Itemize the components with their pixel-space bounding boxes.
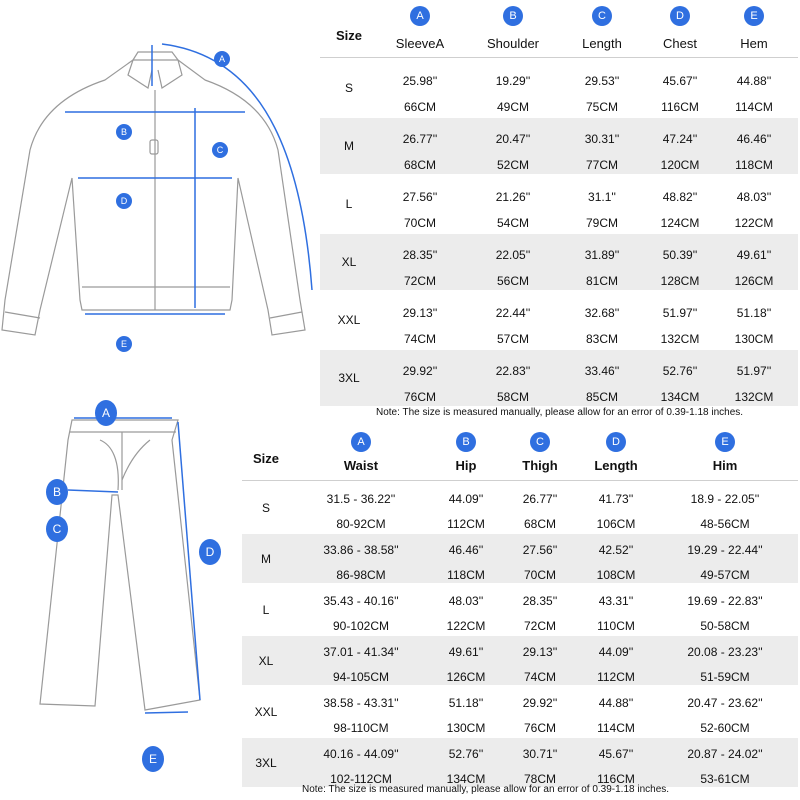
pants-cm-cell: 74CM — [523, 670, 556, 684]
pants-inch-cell: 43.31'' — [598, 594, 634, 608]
jacket-inch-cell: 29.13'' — [402, 306, 438, 320]
pants-header-divider — [242, 480, 798, 481]
jacket-inch-cell: 45.67'' — [662, 74, 698, 88]
pants-inch-cell: 37.01 - 41.34'' — [323, 645, 399, 659]
jacket-note: Note: The size is measured manually, please allow for an error of 0.39-1.18 inches. — [376, 407, 744, 418]
pants-col-badge-d: D — [606, 432, 626, 452]
jacket-cm-cell: 77CM — [585, 158, 618, 172]
jacket-inch-cell: 25.98'' — [402, 74, 438, 88]
pants-cm-cell: 98-110CM — [333, 721, 389, 735]
pants-cm-cell: 78CM — [523, 772, 556, 786]
pants-col-badge-b: B — [456, 432, 476, 452]
pants-col-badge-e: E — [715, 432, 735, 452]
jacket-inch-cell: 46.46'' — [736, 132, 772, 146]
pants-cm-cell: 49-57CM — [700, 568, 750, 582]
jacket-col-header: Length — [582, 36, 622, 51]
pants-inch-cell: 52.76'' — [448, 747, 484, 761]
jacket-size-cell: L — [345, 197, 353, 211]
pants-cm-cell: 72CM — [523, 619, 556, 633]
pants-inch-cell: 51.18'' — [448, 696, 484, 710]
jacket-inch-cell: 27.56'' — [402, 190, 438, 204]
pants-inch-cell: 29.13'' — [522, 645, 558, 659]
pants-size-cell: L — [262, 602, 270, 617]
jacket-col-badge-c: C — [592, 6, 612, 26]
jacket-inch-cell: 48.03'' — [736, 190, 772, 204]
jacket-diagram-label-e: E — [116, 336, 132, 352]
pants-cm-cell: 76CM — [523, 721, 556, 735]
pants-cm-cell: 48-56CM — [700, 517, 750, 531]
pants-inch-cell: 31.5 - 36.22'' — [326, 492, 396, 506]
jacket-col-header: Shoulder — [486, 36, 540, 51]
pants-cm-cell: 126CM — [446, 670, 486, 684]
pants-inch-cell: 42.52'' — [598, 543, 634, 557]
pants-cm-cell: 106CM — [596, 517, 636, 531]
pants-cm-cell: 110CM — [597, 619, 635, 633]
jacket-cm-cell: 130CM — [734, 332, 774, 346]
pants-inch-cell: 48.03'' — [448, 594, 484, 608]
jacket-cm-cell: 49CM — [496, 100, 529, 114]
pants-cm-cell: 94-105CM — [332, 670, 390, 684]
pants-diagram-label-b: B — [46, 479, 68, 505]
pants-diagram-label-c: C — [46, 516, 68, 542]
pants-cm-cell: 50-58CM — [700, 619, 750, 633]
pants-cm-cell: 80-92CM — [336, 517, 386, 531]
jacket-col-header: SleeveA — [395, 36, 445, 51]
pants-size-cell: 3XL — [255, 755, 277, 770]
jacket-inch-cell: 29.53'' — [584, 74, 620, 88]
jacket-inch-cell: 26.77'' — [402, 132, 438, 146]
jacket-size-header: Size — [335, 28, 362, 43]
pants-size-cell: XXL — [254, 704, 278, 719]
pants-cm-cell: 108CM — [596, 568, 636, 582]
jacket-cm-cell: 134CM — [660, 390, 700, 404]
jacket-cm-cell: 128CM — [660, 274, 700, 288]
jacket-diagram-label-b: B — [116, 124, 132, 140]
pants-cm-cell: 51-59CM — [700, 670, 750, 684]
pants-inch-cell: 41.73'' — [598, 492, 634, 506]
jacket-inch-cell: 52.76'' — [662, 364, 698, 378]
pants-inch-cell: 40.16 - 44.09'' — [323, 747, 399, 761]
pants-col-header: Thigh — [522, 458, 558, 473]
pants-col-header: Length — [594, 458, 638, 473]
jacket-cm-cell: 56CM — [496, 274, 529, 288]
jacket-inch-cell: 47.24'' — [662, 132, 698, 146]
pants-inch-cell: 27.56'' — [522, 543, 558, 557]
pants-cm-cell: 114CM — [597, 721, 635, 735]
pants-col-header: Waist — [343, 458, 379, 473]
pants-inch-cell: 44.09'' — [448, 492, 484, 506]
jacket-inch-cell: 31.89'' — [584, 248, 620, 262]
pants-size-header: Size — [252, 451, 279, 466]
jacket-cm-cell: 85CM — [585, 390, 618, 404]
jacket-size-cell: XL — [341, 255, 357, 269]
jacket-cm-cell: 118CM — [735, 158, 773, 172]
jacket-cm-cell: 54CM — [496, 216, 529, 230]
pants-cm-cell: 130CM — [446, 721, 486, 735]
jacket-cm-cell: 58CM — [496, 390, 529, 404]
pants-col-badge-a: A — [351, 432, 371, 452]
pants-inch-cell: 30.71'' — [522, 747, 558, 761]
jacket-inch-cell: 49.61'' — [736, 248, 772, 262]
jacket-cm-cell: 114CM — [735, 100, 773, 114]
pants-cm-cell: 90-102CM — [332, 619, 390, 633]
pants-cm-cell: 116CM — [597, 772, 635, 786]
jacket-cm-cell: 120CM — [660, 158, 700, 172]
jacket-cm-cell: 79CM — [585, 216, 618, 230]
jacket-cm-cell: 122CM — [734, 216, 774, 230]
jacket-inch-cell: 22.05'' — [495, 248, 531, 262]
pants-cm-cell: 134CM — [446, 772, 486, 786]
jacket-col-badge-b: B — [503, 6, 523, 26]
jacket-header-divider — [320, 57, 798, 58]
pants-col-header: Him — [712, 458, 738, 473]
pants-inch-cell: 44.88'' — [598, 696, 634, 710]
jacket-inch-cell: 19.29'' — [495, 74, 531, 88]
jacket-cm-cell: 126CM — [734, 274, 774, 288]
jacket-inch-cell: 31.1'' — [588, 190, 616, 204]
pants-inch-cell: 38.58 - 43.31'' — [323, 696, 399, 710]
jacket-inch-cell: 32.68'' — [584, 306, 620, 320]
pants-cm-cell: 112CM — [597, 670, 635, 684]
jacket-inch-cell: 22.83'' — [495, 364, 531, 378]
pants-inch-cell: 33.86 - 38.58'' — [323, 543, 399, 557]
pants-inch-cell: 20.08 - 23.23'' — [687, 645, 763, 659]
pants-inch-cell: 19.29 - 22.44'' — [687, 543, 763, 557]
jacket-col-badge-a: A — [410, 6, 430, 26]
pants-note: Note: The size is measured manually, please allow for an error of 0.39-1.18 inches. — [302, 784, 670, 795]
pants-cm-cell: 122CM — [446, 619, 486, 633]
jacket-cm-cell: 70CM — [403, 216, 436, 230]
jacket-size-cell: XXL — [337, 313, 361, 327]
pants-inch-cell: 26.77'' — [522, 492, 558, 506]
pants-cm-cell: 102-112CM — [330, 772, 392, 786]
pants-col-badge-c: C — [530, 432, 550, 452]
jacket-cm-cell: 76CM — [403, 390, 436, 404]
jacket-inch-cell: 44.88'' — [736, 74, 772, 88]
pants-inch-cell: 19.69 - 22.83'' — [687, 594, 763, 608]
jacket-col-badge-d: D — [670, 6, 690, 26]
jacket-size-cell: S — [344, 81, 353, 95]
jacket-col-badge-e: E — [744, 6, 764, 26]
jacket-cm-cell: 57CM — [496, 332, 529, 346]
jacket-cm-cell: 66CM — [403, 100, 436, 114]
pants-cm-cell: 86-98CM — [336, 568, 386, 582]
pants-inch-cell: 44.09'' — [598, 645, 634, 659]
pants-inch-cell: 28.35'' — [522, 594, 558, 608]
jacket-diagram-label-c: C — [212, 142, 228, 158]
pants-diagram-label-a: A — [95, 400, 117, 426]
pants-inch-cell: 20.87 - 24.02'' — [687, 747, 763, 761]
jacket-col-header: Chest — [663, 36, 697, 51]
jacket-cm-cell: 116CM — [661, 100, 699, 114]
jacket-inch-cell: 51.18'' — [736, 306, 772, 320]
pants-cm-cell: 70CM — [523, 568, 556, 582]
pants-cm-cell: 112CM — [447, 517, 485, 531]
pants-diagram-label-d: D — [199, 539, 221, 565]
jacket-cm-cell: 74CM — [403, 332, 436, 346]
jacket-inch-cell: 50.39'' — [662, 248, 698, 262]
jacket-cm-cell: 72CM — [403, 274, 436, 288]
jacket-cm-cell: 68CM — [403, 158, 436, 172]
pants-col-header: Hip — [455, 458, 477, 473]
jacket-diagram-label-d: D — [116, 193, 132, 209]
jacket-inch-cell: 33.46'' — [584, 364, 620, 378]
jacket-inch-cell: 22.44'' — [495, 306, 531, 320]
jacket-diagram-label-a: A — [214, 51, 230, 67]
pants-size-cell: XL — [258, 653, 274, 668]
pants-inch-cell: 46.46'' — [448, 543, 484, 557]
jacket-size-cell: 3XL — [338, 371, 360, 385]
jacket-cm-cell: 52CM — [496, 158, 529, 172]
jacket-inch-cell: 30.31'' — [584, 132, 620, 146]
jacket-cm-cell: 75CM — [585, 100, 618, 114]
pants-cm-cell: 118CM — [447, 568, 485, 582]
jacket-cm-cell: 132CM — [660, 332, 700, 346]
pants-inch-cell: 18.9 - 22.05'' — [690, 492, 760, 506]
jacket-cm-cell: 132CM — [734, 390, 774, 404]
pants-size-cell: S — [261, 500, 270, 515]
jacket-cm-cell: 83CM — [585, 332, 618, 346]
jacket-inch-cell: 28.35'' — [402, 248, 438, 262]
pants-inch-cell: 20.47 - 23.62'' — [687, 696, 763, 710]
pants-inch-cell: 29.92'' — [522, 696, 558, 710]
pants-cm-cell: 53-61CM — [700, 772, 750, 786]
jacket-inch-cell: 51.97'' — [736, 364, 772, 378]
pants-inch-cell: 45.67'' — [598, 747, 634, 761]
pants-inch-cell: 35.43 - 40.16'' — [323, 594, 399, 608]
pants-size-cell: M — [261, 551, 271, 566]
pants-inch-cell: 49.61'' — [448, 645, 484, 659]
jacket-size-cell: M — [344, 139, 354, 153]
pants-diagram-label-e: E — [142, 746, 164, 772]
jacket-inch-cell: 20.47'' — [495, 132, 531, 146]
jacket-col-header: Hem — [740, 36, 768, 51]
jacket-inch-cell: 29.92'' — [402, 364, 438, 378]
jacket-cm-cell: 81CM — [585, 274, 618, 288]
jacket-inch-cell: 21.26'' — [495, 190, 531, 204]
jacket-inch-cell: 48.82'' — [662, 190, 698, 204]
jacket-inch-cell: 51.97'' — [662, 306, 698, 320]
pants-cm-cell: 52-60CM — [700, 721, 750, 735]
pants-cm-cell: 68CM — [523, 517, 556, 531]
jacket-cm-cell: 124CM — [660, 216, 700, 230]
